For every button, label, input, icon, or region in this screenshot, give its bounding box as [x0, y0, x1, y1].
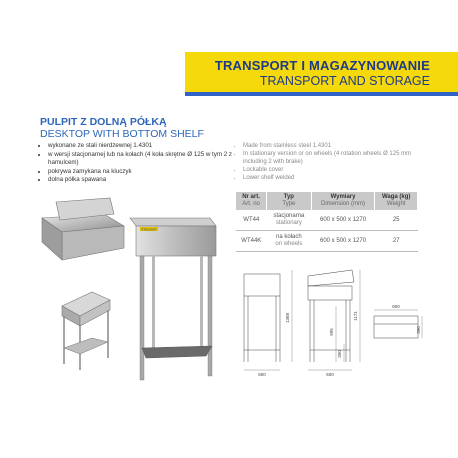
- logo-text: STALGAST: [141, 227, 157, 232]
- product-photo-small-desk: [56, 286, 116, 372]
- banner-stripe: [185, 92, 458, 96]
- cell-type: stacjonarna stationary: [267, 210, 312, 231]
- feature-item: • Made from stainless steel 1.4301: [243, 142, 433, 150]
- cell-type: na kołach on wheels: [267, 231, 312, 252]
- feature-item: • In stationary version or on wheels (4 rotation wheels Ø 125 mm including 2 with brake): [243, 150, 433, 166]
- feature-item: • wykonane ze stali nierdzewnej 1.4301: [48, 142, 238, 151]
- table-row: [236, 231, 418, 252]
- product-photo-main-desk: [128, 196, 220, 388]
- feature-item: • Lower shelf welded: [243, 174, 433, 182]
- product-photo-cover: [38, 196, 128, 266]
- features-list-en: [236, 142, 433, 182]
- cell-weight: 27: [375, 231, 418, 252]
- col-header-dimension: Wymiary Dimension (mm): [311, 192, 375, 210]
- product-title-pl: PULPIT Z DOLNĄ PÓŁKĄ: [40, 116, 167, 128]
- cell-art: WT44K: [236, 231, 267, 252]
- col-header-art: Nr art. Art. no: [236, 192, 267, 210]
- feature-item: • pokrywa zamykana na kluczyk: [48, 168, 238, 177]
- cell-dim: 600 x 500 x 1270: [311, 231, 375, 252]
- product-title-en: DESKTOP WITH BOTTOM SHELF: [40, 128, 204, 140]
- cell-art: WT44: [236, 210, 267, 231]
- header-banner: [185, 52, 458, 92]
- dim-total-height: 1368: [285, 312, 290, 324]
- technical-drawing: [234, 266, 424, 386]
- col-header-weight: Waga (kg) Weight: [375, 192, 418, 210]
- table-header-row: [236, 192, 418, 210]
- table-row: [236, 210, 418, 231]
- cell-weight: 25: [375, 210, 418, 231]
- dim-top-depth: 300: [416, 326, 421, 334]
- banner-title-en: TRANSPORT AND STORAGE: [259, 74, 430, 88]
- dim-front-width: 600: [258, 372, 266, 377]
- feature-item: • Lockable cover: [243, 166, 433, 174]
- dim-side-depth: 500: [326, 372, 334, 377]
- feature-item: • dolna półka spawana: [48, 176, 238, 185]
- spec-table: [236, 192, 418, 252]
- dim-desk-height: 995: [329, 328, 334, 336]
- dim-side-height: 1171: [353, 311, 358, 321]
- dim-shelf-height: 350: [337, 350, 342, 358]
- cell-dim: 600 x 500 x 1270: [311, 210, 375, 231]
- dim-top-width: 600: [392, 304, 400, 309]
- banner-title-pl: TRANSPORT I MAGAZYNOWANIE: [214, 58, 430, 73]
- col-header-type: Typ Type: [267, 192, 312, 210]
- feature-item: • w wersji stacjonarnej lub na kołach (4 koła skrętne Ø 125 w tym 2 z hamulcem): [48, 151, 238, 168]
- features-list-pl: [40, 142, 238, 185]
